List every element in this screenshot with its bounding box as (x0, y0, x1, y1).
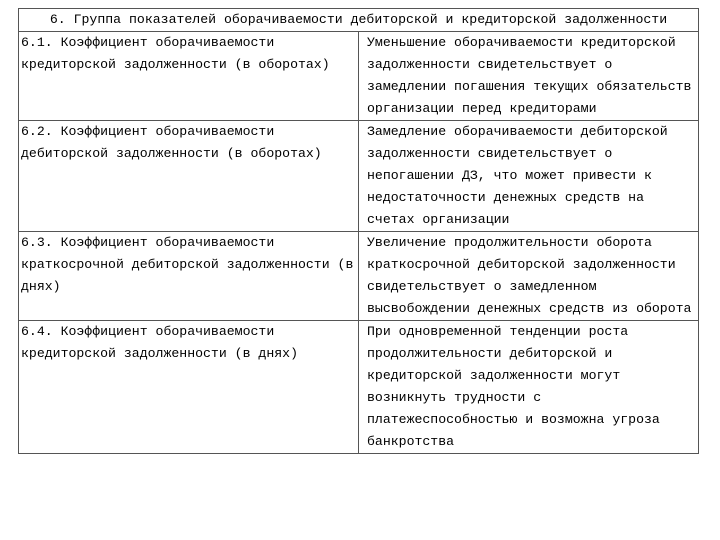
description-cell: При одновременной тенденции роста продолжительности дебиторской и кредиторской задолженности могут возникнуть трудности с платежеспособностью и возможна угроза банкротства (359, 321, 699, 454)
description-cell: Увеличение продолжительности оборота краткосрочной дебиторской задолженности свидетельствует о замедленном высвобождении денежных средств из оборота (359, 232, 699, 321)
section-title: 6. Группа показателей оборачиваемости дебиторской и кредиторской задолженности (19, 9, 699, 32)
indicator-cell: 6.2. Коэффициент оборачиваемости дебиторской задолженности (в оборотах) (19, 121, 359, 232)
document-page (18, 8, 699, 454)
indicator-cell: 6.3. Коэффициент оборачиваемости краткосрочной дебиторской задолженности (в днях) (19, 232, 359, 321)
table-row (19, 32, 699, 121)
table-row (19, 232, 699, 321)
table-row (19, 121, 699, 232)
description-cell: Уменьшение оборачиваемости кредиторской задолженности свидетельствует о замедлении погашения текущих обязательств организации перед кредиторами (359, 32, 699, 121)
table-header-row (19, 9, 699, 32)
description-cell: Замедление оборачиваемости дебиторской задолженности свидетельствует о непогашении ДЗ, что может привести к недостаточности денежных средств на счетах организации (359, 121, 699, 232)
indicator-cell: 6.1. Коэффициент оборачиваемости кредиторской задолженности (в оборотах) (19, 32, 359, 121)
indicator-cell: 6.4. Коэффициент оборачиваемости кредиторской задолженности (в днях) (19, 321, 359, 454)
indicators-table (18, 8, 699, 454)
table-row (19, 321, 699, 454)
